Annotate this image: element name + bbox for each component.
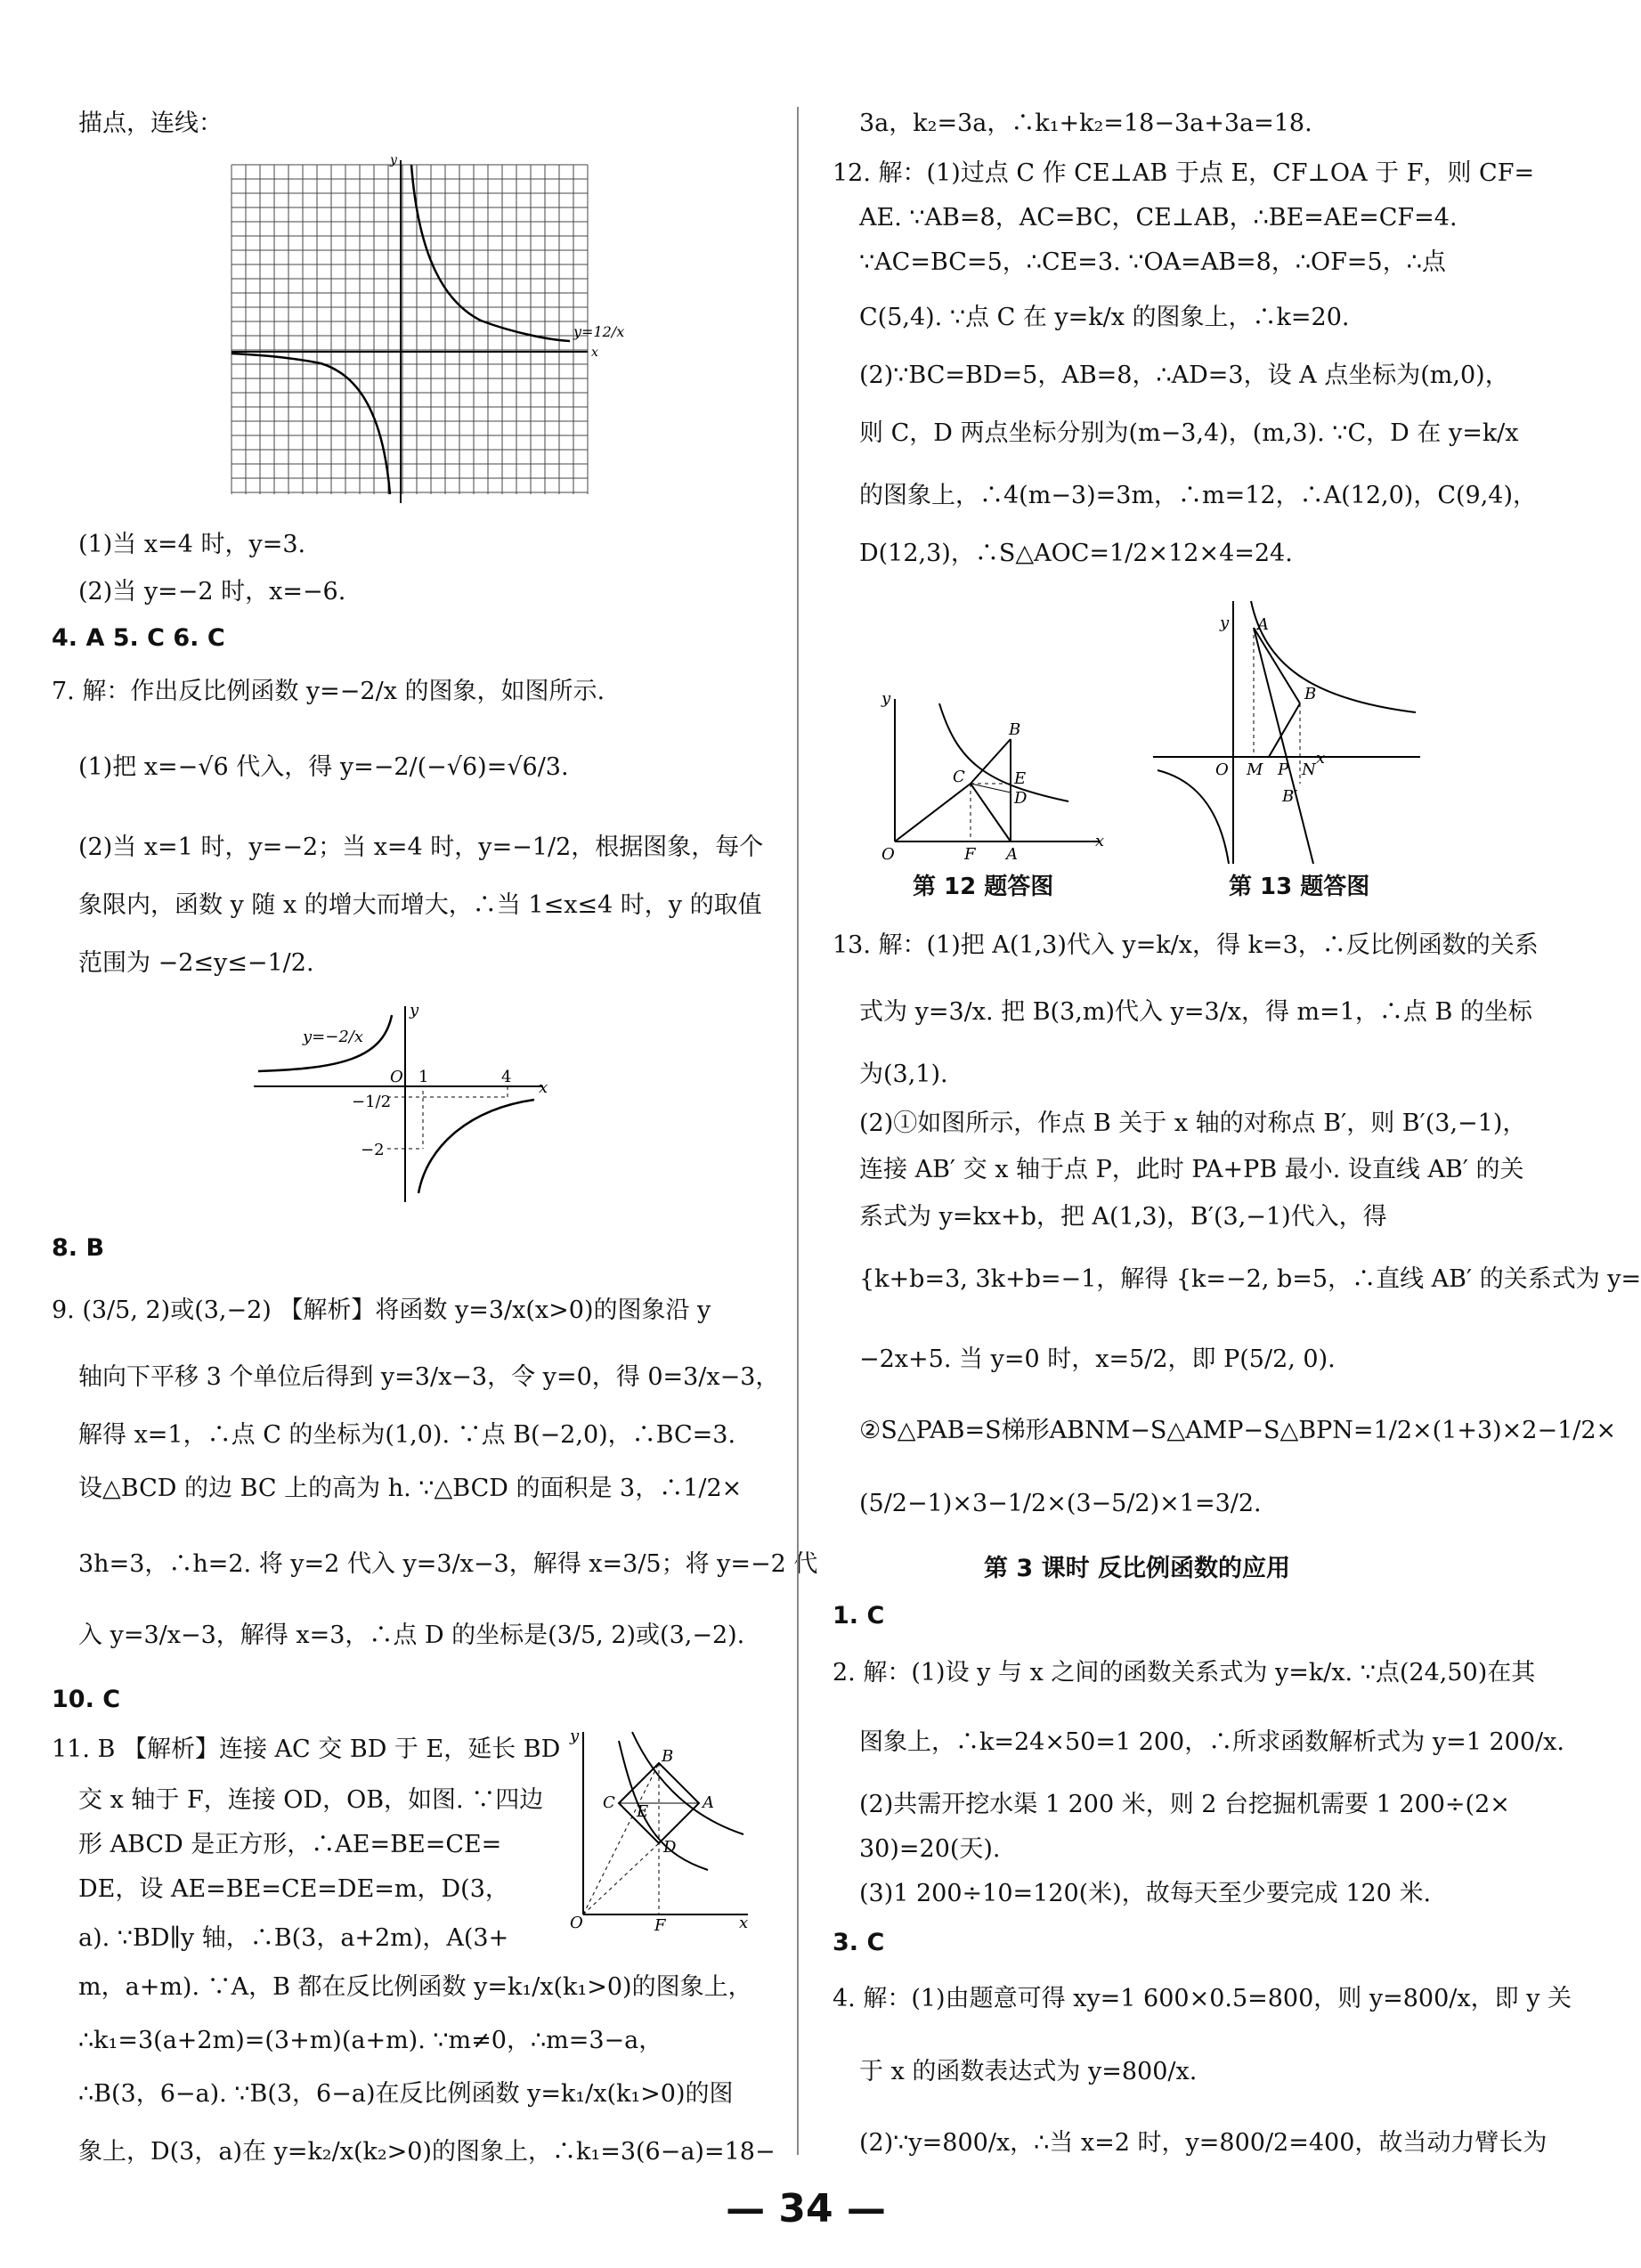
text-line: 设△BCD 的边 BC 上的高为 h. ∵△BCD 的面积是 3，∴1/2× [78, 1475, 743, 1502]
page-number: — 34 — [726, 2186, 886, 2231]
text-line: ②S△PAB=S梯形ABNM−S△AMP−S△BPN=1/2×(1+3)×2−1/2× [859, 1417, 1617, 1444]
text-line: (3)1 200÷10=120(米)，故每天至少要完成 120 米. [859, 1880, 1432, 1907]
text-line: ∵AC=BC=5，∴CE=3. ∵OA=AB=8，∴OF=5，∴点 [859, 248, 1446, 276]
svg-text:D: D [663, 1838, 677, 1857]
text-line: 描点，连线： [78, 110, 223, 137]
svg-text:1: 1 [418, 1068, 429, 1086]
text-line: 连接 AB′ 交 x 轴于点 P，此时 PA+PB 最小. 设直线 AB′ 的关 [859, 1156, 1524, 1183]
figure-12 [877, 686, 1109, 873]
text-line: 3h=3，∴h=2. 将 y=2 代入 y=3/x−3，解得 x=3/5；将 y=−2 代 [78, 1550, 818, 1578]
svg-text:B: B [1304, 685, 1317, 703]
svg-text:O: O [390, 1068, 403, 1086]
graph7-label: y=−2/x [303, 1028, 364, 1046]
svg-text:D: D [1014, 789, 1028, 808]
text-line: 11. B 【解析】连接 AC 交 BD 于 E，延长 BD [52, 1736, 561, 1763]
svg-text:E: E [1014, 769, 1027, 788]
text-line: 4. 解：(1)由题意可得 xy=1 600×0.5=800，则 y=800/x，即 y 关 [833, 1985, 1572, 2012]
text-line: (5/2−1)×3−1/2×(3−5/2)×1=3/2. [859, 1490, 1262, 1517]
text-line: 轴向下平移 3 个单位后得到 y=3/x−3，令 y=0，得 0=3/x−3， [78, 1363, 780, 1391]
svg-text:O: O [1215, 760, 1229, 779]
text-line: D(12,3)，∴S△AOC=1/2×12×4=24. [859, 540, 1293, 567]
svg-text:y: y [390, 153, 397, 167]
svg-text:4: 4 [501, 1068, 512, 1086]
svg-text:B: B [662, 1747, 674, 1766]
text-line: 系式为 y=kx+b，把 A(1,3)，B′(3,−1)代入，得 [859, 1203, 1387, 1231]
svg-text:P: P [1278, 760, 1289, 779]
text-line: m，a+m). ∵A，B 都在反比例函数 y=k₁/x(k₁>0)的图象上， [78, 1973, 752, 2001]
svg-text:x: x [591, 345, 598, 360]
column-divider [797, 107, 799, 2155]
figure-11 [565, 1727, 752, 1935]
svg-text:F: F [654, 1916, 666, 1935]
svg-text:x: x [1095, 832, 1105, 850]
text-line: 形 ABCD 是正方形，∴AE=BE=CE= [78, 1831, 502, 1858]
text-line: 图象上，∴k=24×50=1 200，∴所求函数解析式为 y=1 200/x. [859, 1728, 1564, 1756]
text-line: 式为 y=3/x. 把 B(3,m)代入 y=3/x，得 m=1，∴点 B 的坐标 [859, 998, 1532, 1026]
text-line: 于 x 的函数表达式为 y=800/x. [859, 2058, 1198, 2085]
svg-text:A: A [1257, 615, 1269, 634]
svg-text:y: y [410, 1001, 419, 1020]
text-line: 交 x 轴于 F，连接 OD，OB，如图. ∵四边 [78, 1786, 544, 1814]
text-line: AE. ∵AB=8，AC=BC，CE⊥AB，∴BE=AE=CF=4. [859, 204, 1458, 232]
figure-13-caption: 第 13 题答图 [1229, 874, 1370, 900]
text-line: 8. B [52, 1234, 105, 1262]
svg-text:E: E [637, 1802, 649, 1821]
text-line: 3. C [833, 1929, 885, 1956]
svg-text:M: M [1247, 760, 1263, 779]
text-line: 10. C [52, 1686, 121, 1713]
text-line: (1)当 x=4 时，y=3. [78, 531, 306, 558]
text-line: 13. 解：(1)把 A(1,3)代入 y=k/x，得 k=3，∴反比例函数的关系 [833, 931, 1539, 959]
text-line: ∴B(3，6−a). ∵B(3，6−a)在反比例函数 y=k₁/x(k₁>0)的图 [78, 2080, 734, 2108]
text-line: 象上，D(3，a)在 y=k₂/x(k₂>0)的图象上，∴k₁=3(6−a)=18− [78, 2138, 776, 2166]
figure-12-caption: 第 12 题答图 [913, 874, 1054, 900]
text-line: −2x+5. 当 y=0 时，x=5/2，即 P(5/2, 0). [859, 1345, 1336, 1373]
text-line: 范围为 −2≤y≤−1/2. [78, 949, 314, 977]
text-line: ∴k₁=3(a+2m)=(3+m)(a+m). ∵m≠0，∴m=3−a， [78, 2027, 663, 2054]
text-line: 12. 解：(1)过点 C 作 CE⊥AB 于点 E，CF⊥OA 于 F，则 CF= [833, 159, 1535, 187]
graph-reciprocal-neg2 [249, 1002, 552, 1207]
text-line: (2)当 y=−2 时，x=−6. [78, 578, 346, 606]
text-line: (1)把 x=−√6 代入，得 y=−2/(−√6)=√6/3. [78, 753, 569, 781]
text-line: 象限内，函数 y 随 x 的增大而增大，∴当 1≤x≤4 时，y 的取值 [78, 891, 762, 919]
text-line: (2)①如图所示，作点 B 关于 x 轴的对称点 B′，则 B′(3,−1)， [859, 1110, 1527, 1137]
svg-text:y: y [570, 1727, 580, 1745]
svg-text:x: x [1316, 749, 1326, 768]
text-line: C(5,4). ∵点 C 在 y=k/x 的图象上，∴k=20. [859, 304, 1350, 331]
text-line: (2)∵BC=BD=5，AB=8，∴AD=3，设 A 点坐标为(m,0)， [859, 362, 1509, 389]
svg-text:x: x [539, 1078, 548, 1097]
svg-text:C: C [603, 1793, 615, 1812]
svg-text:N: N [1302, 760, 1316, 779]
svg-text:O: O [881, 845, 895, 864]
text-line: 4. A 5. C 6. C [52, 624, 225, 652]
text-line: 入 y=3/x−3，解得 x=3，∴点 D 的坐标是(3/5, 2)或(3,−2). [78, 1622, 745, 1649]
svg-text:y: y [881, 689, 891, 708]
text-line: (2)∵y=800/x，∴当 x=2 时，y=800/2=400，故当动力臂长为 [859, 2129, 1548, 2157]
svg-text:O: O [570, 1914, 583, 1932]
section-title: 第 3 课时 反比例函数的应用 [984, 1555, 1290, 1582]
text-line: 30)=20(天). [859, 1835, 1001, 1863]
svg-text:x: x [739, 1914, 749, 1932]
text-line: DE，设 AE=BE=CE=DE=m，D(3， [78, 1875, 509, 1903]
text-line: 解得 x=1，∴点 C 的坐标为(1,0). ∵点 B(−2,0)，∴BC=3. [78, 1421, 736, 1449]
text-line: (2)当 x=1 时，y=−2；当 x=4 时，y=−1/2，根据图象，每个 [78, 833, 764, 861]
graph1-label: y=12/x [573, 323, 625, 340]
text-line: 的图象上，∴4(m−3)=3m，∴m=12，∴A(12,0)，C(9,4)， [859, 482, 1537, 509]
text-line: 9. (3/5, 2)或(3,−2) 【解析】将函数 y=3/x(x>0)的图象沿 y [52, 1297, 711, 1324]
text-line: 则 C，D 两点坐标分别为(m−3,4)，(m,3). ∵C，D 在 y=k/x [859, 419, 1519, 447]
svg-text:A: A [1006, 845, 1018, 864]
svg-text:B: B [1009, 720, 1021, 739]
text-line: {k+b=3, 3k+b=−1，解得 {k=−2, b=5，∴直线 AB′ 的关系式为 y= [859, 1265, 1641, 1293]
svg-text:−2: −2 [361, 1141, 385, 1159]
text-line: 1. C [833, 1602, 885, 1630]
figure-13 [1149, 592, 1456, 873]
text-line: a). ∵BD∥y 轴，∴B(3，a+2m)，A(3+ [78, 1924, 509, 1952]
svg-text:F: F [964, 845, 976, 864]
text-line: 2. 解：(1)设 y 与 x 之间的函数关系式为 y=k/x. ∵点(24,50)在其 [833, 1659, 1536, 1687]
text-line: 3a，k₂=3a，∴k₁+k₂=18−3a+3a=18. [859, 110, 1312, 137]
text-line: 为(3,1). [859, 1061, 948, 1088]
svg-text:A: A [703, 1793, 714, 1812]
svg-text:B′: B′ [1282, 787, 1298, 806]
graph-reciprocal-12 [214, 151, 625, 508]
svg-text:y: y [1220, 614, 1230, 632]
svg-text:C: C [953, 768, 965, 786]
svg-text:−1/2: −1/2 [352, 1093, 392, 1111]
text-line: 7. 解：作出反比例函数 y=−2/x 的图象，如图所示. [52, 678, 605, 705]
text-line: (2)共需开挖水渠 1 200 米，则 2 台挖掘机需要 1 200÷(2× [859, 1791, 1510, 1818]
